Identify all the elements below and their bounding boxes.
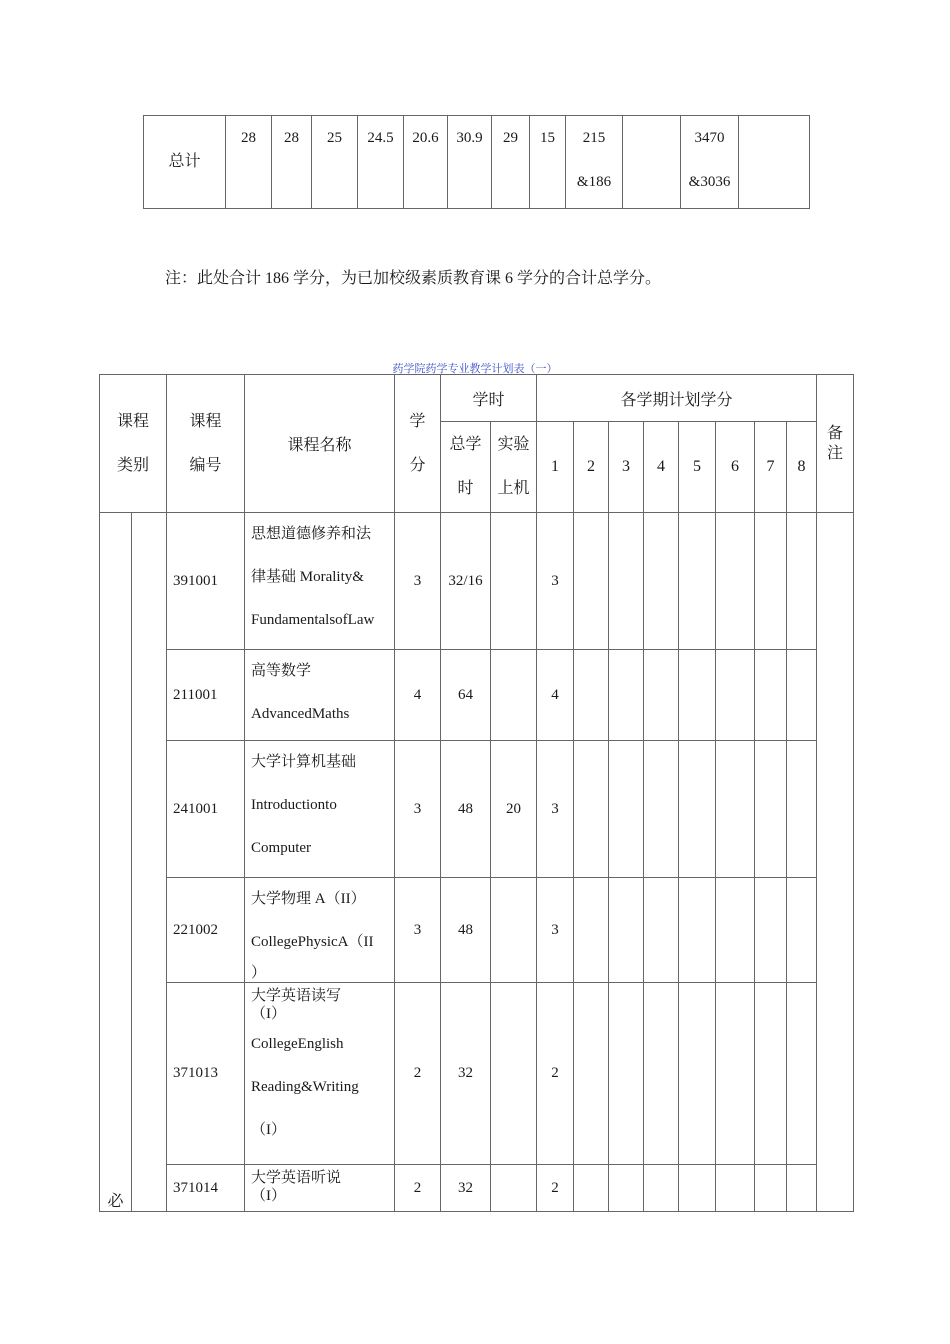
summary-hours-total — [681, 116, 739, 209]
course-credit: 2 — [395, 983, 441, 1165]
course-name — [245, 1165, 395, 1212]
table-caption: 药学院药学专业教学计划表（一） — [392, 362, 558, 375]
name-header: 课程名称 — [245, 375, 395, 513]
semester-cell — [644, 741, 679, 878]
course-name-line: ） — [251, 965, 267, 981]
table-row — [100, 878, 854, 983]
semester-header: 2 — [574, 422, 609, 513]
semester-cell — [574, 1165, 609, 1212]
course-hours: 48 — [441, 741, 491, 878]
semester-cell — [716, 513, 755, 650]
semester-cell — [644, 983, 679, 1165]
semester-cell — [574, 513, 609, 650]
course-hours: 48 — [441, 878, 491, 983]
semester-cell — [574, 741, 609, 878]
semester-cell — [609, 1165, 644, 1212]
category-header-line: 课程 — [117, 412, 150, 430]
semester-cell — [755, 983, 787, 1165]
credits-note: 注：此处合计 186 学分，为已加校级素质教育课 6 学分的合计总学分。 — [165, 270, 662, 287]
course-name — [245, 741, 395, 878]
semester-cell — [609, 513, 644, 650]
remark-header-line: 注 — [827, 444, 844, 462]
summary-value: 30.9 — [448, 116, 492, 209]
semester-cell — [644, 513, 679, 650]
remark-header-line: 备 — [827, 424, 844, 442]
course-code: 221002 — [167, 878, 245, 983]
code-header — [167, 375, 245, 513]
semester-cell — [679, 983, 716, 1165]
semester-header: 4 — [644, 422, 679, 513]
hours-total: 3470 — [694, 130, 725, 146]
course-name-line: Computer — [251, 840, 312, 856]
semester-cell — [644, 1165, 679, 1212]
course-code: 241001 — [167, 741, 245, 878]
table-row — [100, 1165, 854, 1212]
semester-cell — [787, 878, 817, 983]
semester-cell — [787, 1165, 817, 1212]
summary-value: 24.5 — [358, 116, 404, 209]
semester-cell — [716, 983, 755, 1165]
credits-total-alt: &186 — [576, 174, 612, 190]
subcategory-cell — [132, 513, 167, 1212]
summary-value: 28 — [272, 116, 312, 209]
credit-header — [395, 375, 441, 513]
semester-cell — [787, 983, 817, 1165]
course-credit: 4 — [395, 650, 441, 741]
course-lab-hours: 20 — [491, 741, 537, 878]
course-hours: 32 — [441, 983, 491, 1165]
teaching-plan-table — [99, 374, 854, 1212]
semester-cell — [574, 983, 609, 1165]
semester-header: 8 — [787, 422, 817, 513]
hours-total-alt: &3036 — [688, 174, 731, 190]
semester-cell — [755, 513, 787, 650]
course-credit: 3 — [395, 878, 441, 983]
semester-cell — [679, 650, 716, 741]
course-name — [245, 878, 395, 983]
course-lab-hours — [491, 1165, 537, 1212]
semester-1-credit: 3 — [537, 513, 574, 650]
semester-header: 7 — [755, 422, 787, 513]
semester-cell — [679, 741, 716, 878]
course-name-line: AdvancedMaths — [251, 706, 350, 722]
course-name-line: （I） — [251, 1188, 287, 1204]
hours-total-header — [441, 422, 491, 513]
summary-label: 总计 — [144, 116, 226, 209]
course-name-line: CollegePhysicA（II — [251, 934, 374, 950]
summary-value: 15 — [530, 116, 566, 209]
semester-cell — [644, 878, 679, 983]
table-row — [100, 983, 854, 1165]
lab-header — [491, 422, 537, 513]
semester-cell — [609, 878, 644, 983]
course-name-line: （I） — [251, 1122, 287, 1138]
semester-cell — [679, 878, 716, 983]
course-name — [245, 513, 395, 650]
course-credit: 3 — [395, 513, 441, 650]
course-name-line: 大学计算机基础 — [251, 754, 357, 770]
course-hours: 32/16 — [441, 513, 491, 650]
summary-table — [143, 115, 810, 209]
semester-cell — [755, 878, 787, 983]
hours-total-header-line: 时 — [457, 480, 474, 497]
remark-header — [817, 375, 854, 513]
semester-header: 1 — [537, 422, 574, 513]
header-row-1 — [100, 375, 854, 422]
summary-value: 25 — [312, 116, 358, 209]
semester-cell — [609, 983, 644, 1165]
credits-total: 215 — [582, 130, 606, 146]
semester-cell — [574, 878, 609, 983]
credit-header-line: 分 — [409, 456, 426, 474]
semester-cell — [755, 650, 787, 741]
semester-cell — [716, 1165, 755, 1212]
semester-cell — [787, 650, 817, 741]
course-name — [245, 650, 395, 741]
semester-cell — [787, 741, 817, 878]
table-row — [100, 513, 854, 650]
course-name-line: Reading&Writing — [251, 1079, 359, 1095]
course-name-line: 大学英语听说 — [251, 1170, 342, 1186]
remark-cell — [817, 513, 854, 1212]
hours-group-header: 学时 — [441, 375, 537, 422]
lab-header-line: 实验 — [497, 436, 530, 453]
summary-blank — [623, 116, 681, 209]
course-lab-hours — [491, 878, 537, 983]
semester-cell — [574, 650, 609, 741]
course-name-line: 思想道德修养和法 — [251, 526, 372, 542]
summary-remark — [739, 116, 810, 209]
course-name-line: 律基础 Morality& — [251, 569, 364, 585]
semester-cell — [716, 650, 755, 741]
semester-cell — [679, 513, 716, 650]
course-credit: 2 — [395, 1165, 441, 1212]
summary-row — [144, 116, 810, 209]
semester-1-credit: 3 — [537, 878, 574, 983]
credit-header-line: 学 — [409, 412, 426, 430]
semester-header: 5 — [679, 422, 716, 513]
table-row — [100, 650, 854, 741]
semester-cell — [755, 1165, 787, 1212]
course-hours: 64 — [441, 650, 491, 741]
semester-1-credit: 4 — [537, 650, 574, 741]
summary-value: 29 — [492, 116, 530, 209]
category-header — [100, 375, 167, 513]
course-name — [245, 983, 395, 1165]
course-credit: 3 — [395, 741, 441, 878]
summary-value: 20.6 — [404, 116, 448, 209]
semester-cell — [679, 1165, 716, 1212]
course-name-line: Introductionto — [251, 797, 337, 813]
course-lab-hours — [491, 983, 537, 1165]
semesters-group-header: 各学期计划学分 — [537, 375, 817, 422]
semester-cell — [644, 650, 679, 741]
summary-value: 28 — [226, 116, 272, 209]
course-hours: 32 — [441, 1165, 491, 1212]
course-lab-hours — [491, 513, 537, 650]
course-name-line: FundamentalsofLaw — [251, 612, 375, 628]
semester-cell — [609, 741, 644, 878]
semester-1-credit: 2 — [537, 1165, 574, 1212]
semester-1-credit: 2 — [537, 983, 574, 1165]
lab-header-line: 上机 — [497, 480, 530, 497]
semester-cell — [716, 878, 755, 983]
semester-cell — [787, 513, 817, 650]
semester-cell — [755, 741, 787, 878]
table-row — [100, 741, 854, 878]
semester-cell — [609, 650, 644, 741]
course-name-line: （I） — [251, 1006, 287, 1022]
summary-credits-total — [566, 116, 623, 209]
course-code: 371014 — [167, 1165, 245, 1212]
course-code: 211001 — [167, 650, 245, 741]
category-cell: 必 — [100, 513, 132, 1212]
semester-header: 3 — [609, 422, 644, 513]
course-name-line: CollegeEnglish — [251, 1036, 344, 1052]
course-code: 391001 — [167, 513, 245, 650]
hours-total-header-line: 总学 — [449, 436, 482, 453]
semester-cell — [716, 741, 755, 878]
course-name-line: 高等数学 — [251, 663, 312, 679]
semester-1-credit: 3 — [537, 741, 574, 878]
course-name-line: 大学物理 A（II） — [251, 891, 366, 907]
course-name-line: 大学英语读写 — [251, 988, 342, 1004]
course-code: 371013 — [167, 983, 245, 1165]
code-header-line: 课程 — [189, 412, 222, 430]
category-header-line: 类别 — [117, 456, 150, 474]
course-lab-hours — [491, 650, 537, 741]
semester-header: 6 — [716, 422, 755, 513]
code-header-line: 编号 — [189, 456, 222, 474]
